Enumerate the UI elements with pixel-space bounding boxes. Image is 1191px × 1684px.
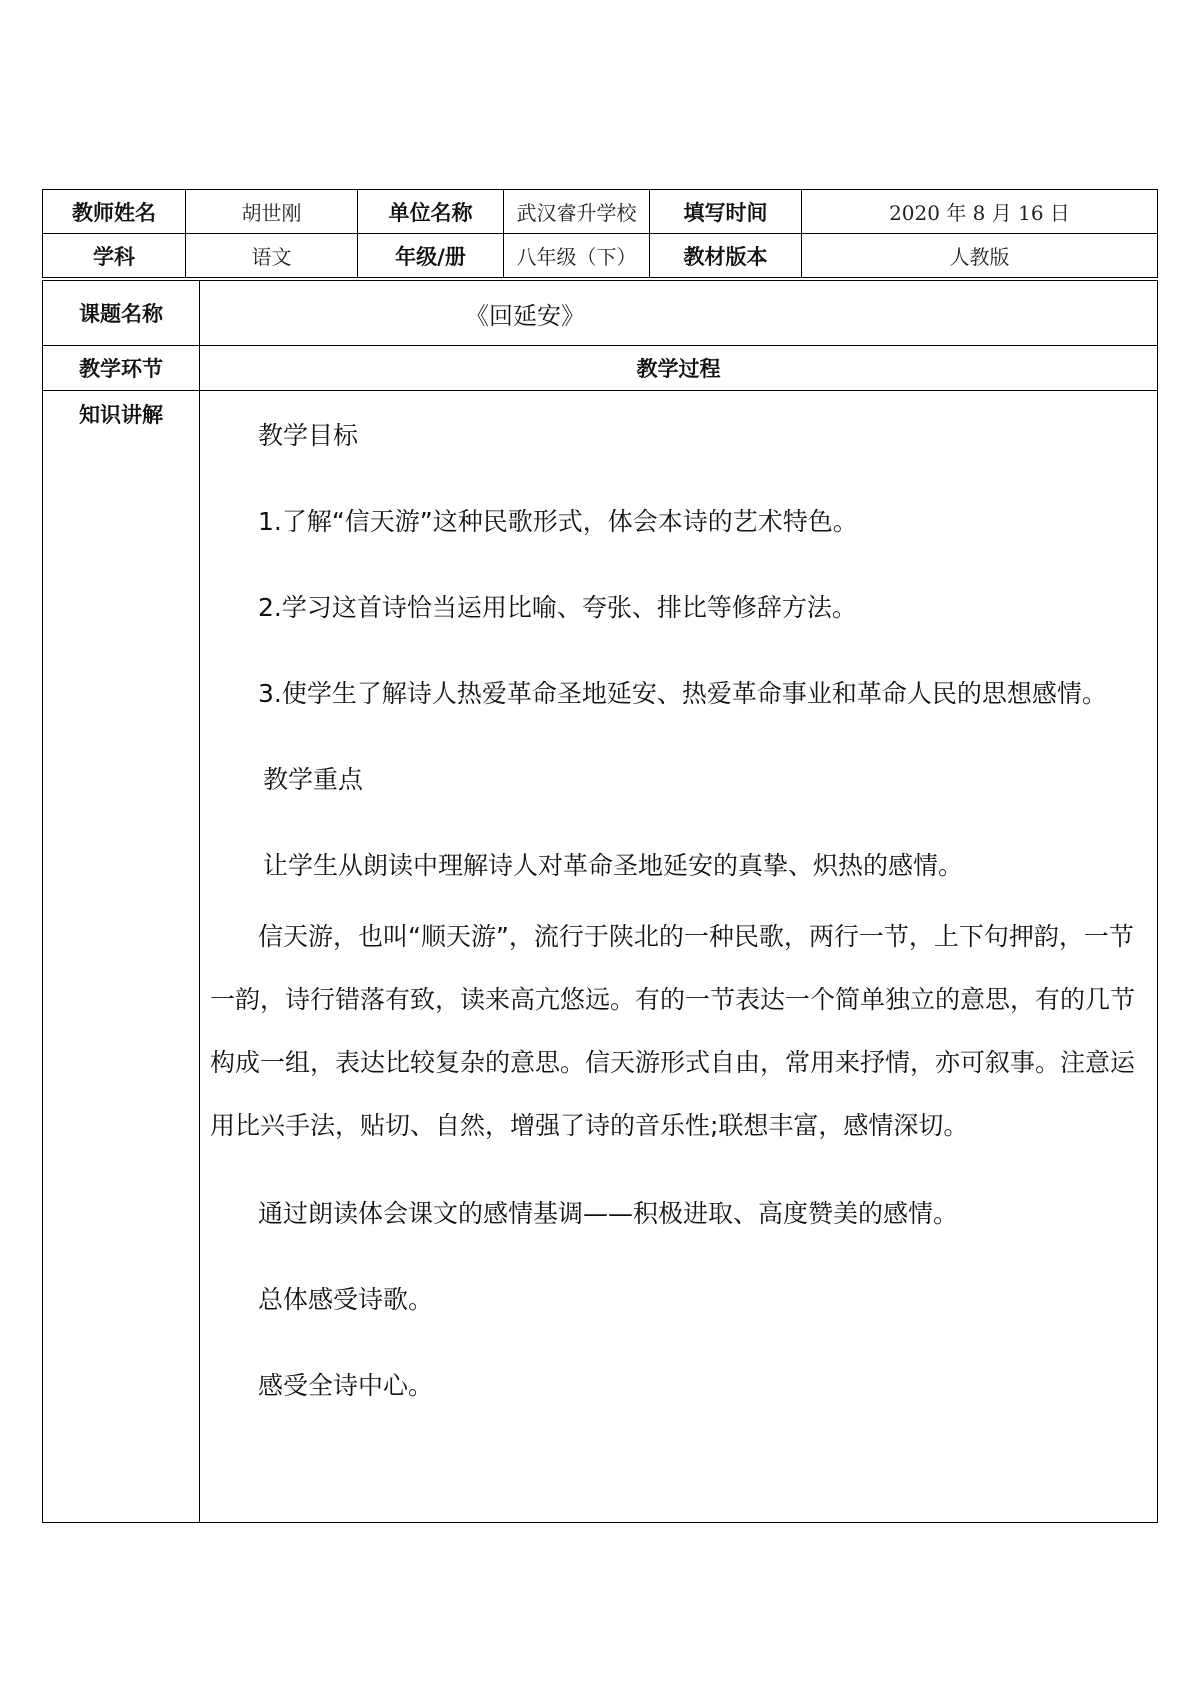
info-row-1 xyxy=(43,190,1158,234)
topic-value: 《回延安》 xyxy=(200,281,1158,346)
focus-text: 让学生从朗读中理解诗人对革命圣地延安的真挚、炽热的感情。 xyxy=(263,851,964,880)
teacher-name-label: 教师姓名 xyxy=(43,190,186,234)
xintianyou-paragraph: 信天游，也叫“顺天游”，流行于陕北的一种民歌，两行一节，上下句押韵，一节一韵，诗行错落有致，读来高亢悠远。有的一节表达一个简单独立的意思，有的几节构成一组，表达比较复杂的意思。信天游形式自由，常用来抒情，亦可叙事。注意运用比兴手法，贴切、自然，增强了诗的音乐性;联想丰富，感情深切。 xyxy=(210,922,1136,1140)
goal-3: 3.使学生了解诗人热爱革命圣地延安、热爱革命事业和革命人民的思想感情。 xyxy=(258,679,1107,708)
process-label: 教学过程 xyxy=(200,346,1158,391)
fill-date-value: 2020 年 8 月 16 日 xyxy=(802,190,1158,234)
grade-label: 年级/册 xyxy=(358,234,504,278)
phase-row xyxy=(43,346,1158,391)
lesson-info-table xyxy=(42,189,1158,278)
focus-heading: 教学重点 xyxy=(263,765,364,794)
center-feel: 感受全诗中心。 xyxy=(258,1371,434,1400)
unit-name-value: 武汉睿升学校 xyxy=(504,190,650,234)
edition-value: 人教版 xyxy=(802,234,1158,278)
subject-label: 学科 xyxy=(43,234,186,278)
fill-date-label: 填写时间 xyxy=(650,190,802,234)
subject-value: 语文 xyxy=(186,234,358,278)
section-label: 知识讲解 xyxy=(43,391,200,1523)
grade-value: 八年级（下） xyxy=(504,234,650,278)
edition-label: 教材版本 xyxy=(650,234,802,278)
lesson-body-table xyxy=(42,280,1158,1523)
reading-tone: 通过朗读体会课文的感情基调——积极进取、高度赞美的感情。 xyxy=(258,1199,959,1228)
goal-2: 2.学习这首诗恰当运用比喻、夸张、排比等修辞方法。 xyxy=(258,593,857,622)
goals-heading: 教学目标 xyxy=(258,421,359,450)
unit-name-label: 单位名称 xyxy=(358,190,504,234)
content-row xyxy=(43,391,1158,1523)
phase-label: 教学环节 xyxy=(43,346,200,391)
topic-label: 课题名称 xyxy=(43,281,200,346)
overall-feel: 总体感受诗歌。 xyxy=(258,1285,434,1314)
teaching-content xyxy=(200,391,1158,1523)
topic-row xyxy=(43,281,1158,346)
info-row-2 xyxy=(43,234,1158,278)
goal-1: 1.了解“信天游”这种民歌形式，体会本诗的艺术特色。 xyxy=(258,507,858,536)
teacher-name-value: 胡世刚 xyxy=(186,190,358,234)
